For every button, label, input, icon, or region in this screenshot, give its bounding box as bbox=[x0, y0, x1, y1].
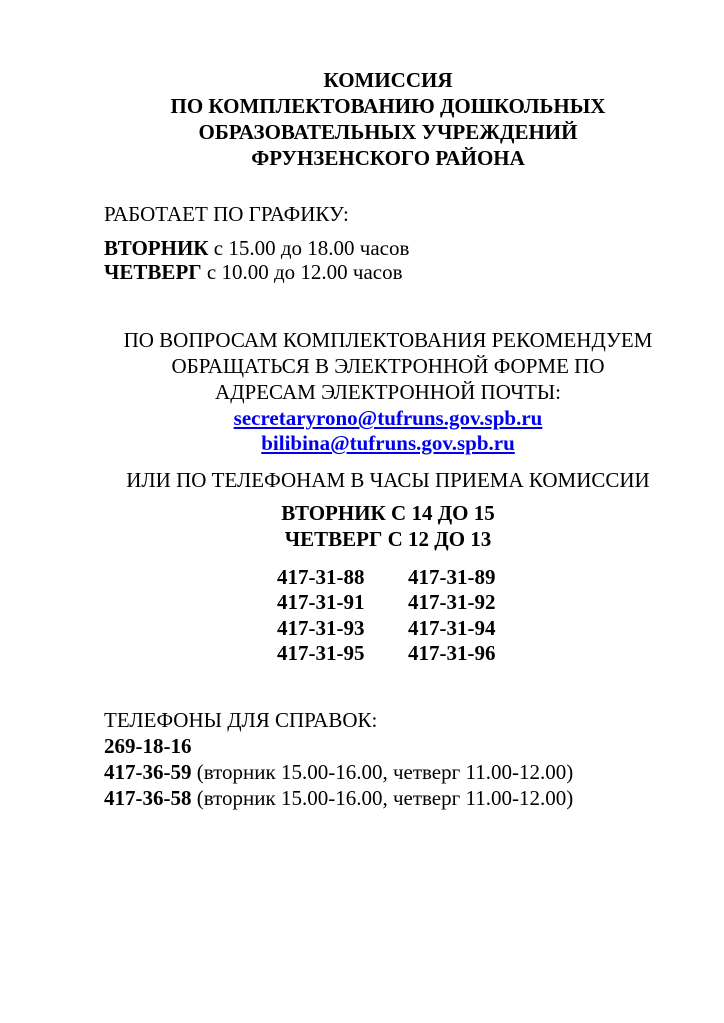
reference-row bbox=[104, 760, 573, 784]
title-line: ПО КОМПЛЕКТОВАНИЮ ДОШКОЛЬНЫХ bbox=[170, 94, 606, 118]
phone-heading: ИЛИ ПО ТЕЛЕФОНАМ В ЧАСЫ ПРИЕМА КОМИССИИ bbox=[126, 468, 650, 492]
schedule-time: с 10.00 до 12.00 часов bbox=[201, 260, 403, 284]
phone-number: 417-31-96 bbox=[408, 641, 496, 665]
reference-note: (вторник 15.00-16.00, четверг 11.00-12.00) bbox=[191, 760, 574, 784]
phone-number: 417-31-93 bbox=[277, 616, 365, 640]
schedule-time: с 15.00 до 18.00 часов bbox=[208, 236, 410, 260]
reference-number: 417-36-58 bbox=[104, 786, 192, 810]
phone-number: 417-31-92 bbox=[408, 590, 496, 614]
phone-number: 417-31-89 bbox=[408, 565, 496, 589]
phone-number: 417-31-88 bbox=[277, 565, 365, 589]
schedule-day: ЧЕТВЕРГ bbox=[104, 260, 202, 284]
reference-note: (вторник 15.00-16.00, четверг 11.00-12.00) bbox=[191, 786, 574, 810]
phone-number: 417-31-91 bbox=[277, 590, 365, 614]
phone-number: 417-31-95 bbox=[277, 641, 365, 665]
email-link-bilibina[interactable]: bilibina@tufruns.gov.spb.ru bbox=[261, 431, 515, 455]
schedule-day: ВТОРНИК bbox=[104, 236, 209, 260]
schedule-heading: РАБОТАЕТ ПО ГРАФИКУ: bbox=[104, 202, 349, 226]
reference-row bbox=[104, 734, 192, 758]
title-line: ФРУНЗЕНСКОГО РАЙОНА bbox=[251, 146, 525, 170]
schedule-row bbox=[104, 260, 403, 284]
hours-line: ВТОРНИК С 14 ДО 15 bbox=[281, 501, 495, 525]
reference-row bbox=[104, 786, 573, 810]
hours-line: ЧЕТВЕРГ С 12 ДО 13 bbox=[284, 527, 492, 551]
reference-number: 417-36-59 bbox=[104, 760, 192, 784]
email-text-line: АДРЕСАМ ЭЛЕКТРОННОЙ ПОЧТЫ: bbox=[215, 380, 561, 404]
reference-number: 269-18-16 bbox=[104, 734, 192, 758]
reference-heading: ТЕЛЕФОНЫ ДЛЯ СПРАВОК: bbox=[104, 708, 378, 732]
email-text-line: ПО ВОПРОСАМ КОМПЛЕКТОВАНИЯ РЕКОМЕНДУЕМ bbox=[123, 328, 653, 352]
schedule-row bbox=[104, 236, 409, 260]
phone-number: 417-31-94 bbox=[408, 616, 496, 640]
email-link-secretaryrono[interactable]: secretaryrono@tufruns.gov.spb.ru bbox=[233, 406, 543, 430]
title-line: КОМИССИЯ bbox=[323, 68, 453, 92]
title-line: ОБРАЗОВАТЕЛЬНЫХ УЧРЕЖДЕНИЙ bbox=[198, 120, 578, 144]
email-text-line: ОБРАЩАТЬСЯ В ЭЛЕКТРОННОЙ ФОРМЕ ПО bbox=[171, 354, 605, 378]
